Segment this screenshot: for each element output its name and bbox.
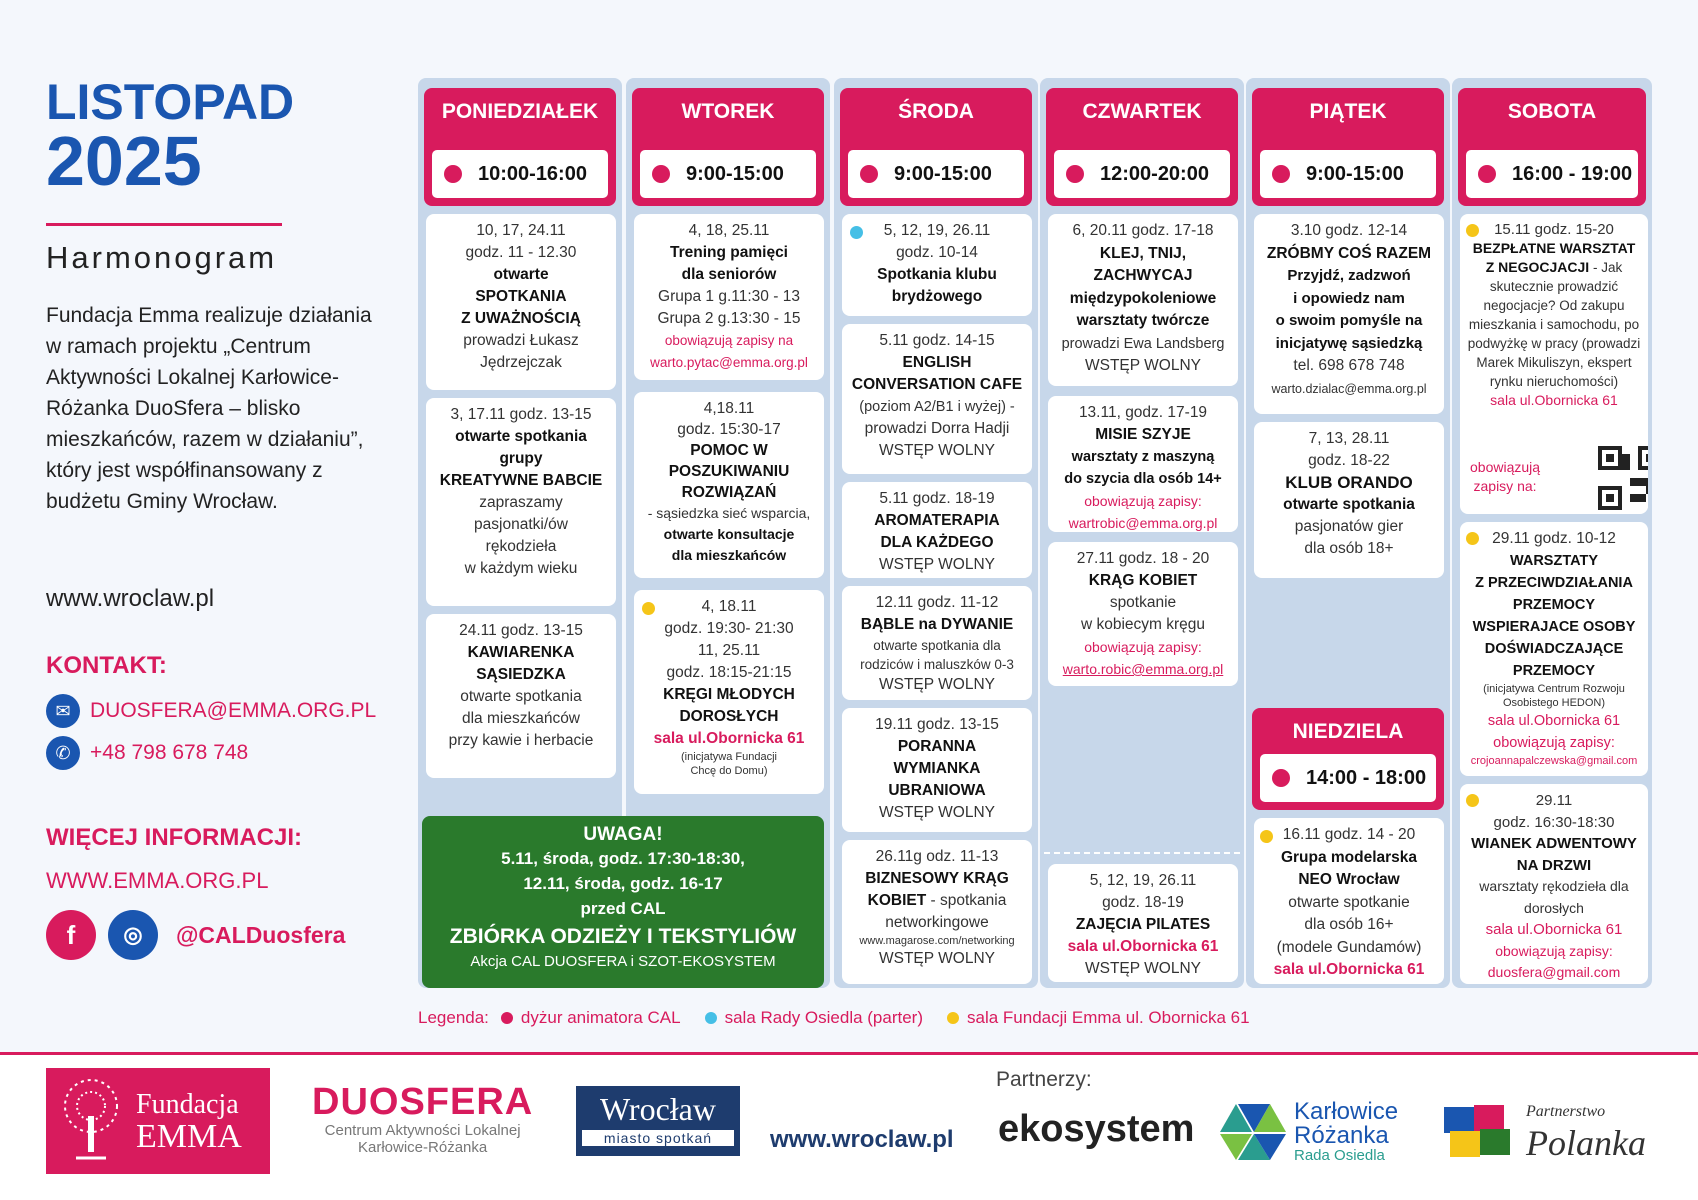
facebook-icon[interactable]: f <box>46 910 96 960</box>
pink-dot-icon <box>652 165 670 183</box>
contact-email-row[interactable] <box>46 694 376 728</box>
day-name: CZWARTEK <box>1082 100 1202 123</box>
legend-label: Legenda: <box>418 1008 489 1027</box>
day-hours: 9:00-15:00 <box>640 150 816 198</box>
envelope-icon: ✉ <box>46 694 80 728</box>
day-hours: 12:00-20:00 <box>1054 150 1230 198</box>
event-card: 6, 20.11 godz. 17-18 KLEJ, TNIJ, ZACHWYCAJ międzypokoleniowe warsztaty twórcze prowadzi Ewa Landsberg WSTĘP WOLNY <box>1048 214 1238 386</box>
dashed-separator <box>1044 852 1240 854</box>
duosfera-logo[interactable]: DUOSFERA Centrum Aktywności Lokalnej Karłowice-Różanka <box>312 1081 534 1156</box>
social-row <box>46 910 345 960</box>
day-header-monday <box>424 88 616 206</box>
yellow-dot-icon <box>1466 224 1479 237</box>
yellow-dot-icon <box>642 602 655 615</box>
day-name: ŚRODA <box>898 100 974 123</box>
polanka-logo[interactable]: Partnerstwo Polanka <box>1440 1100 1646 1162</box>
day-name: NIEDZIELA <box>1292 720 1404 743</box>
partners-label: Partnerzy: <box>996 1068 1092 1091</box>
tree-icon <box>56 1076 126 1166</box>
day-header-thursday <box>1046 88 1238 206</box>
pink-dot-icon <box>1066 165 1084 183</box>
legend-item: dyżur animatora CAL <box>520 1008 681 1027</box>
event-card: 19.11 godz. 13-15 PORANNA WYMIANKA UBRANIOWA WSTĘP WOLNY <box>842 708 1032 832</box>
event-card: 4, 18, 25.11 Trening pamięci dla seniorów Grupa 1 g.11:30 - 13 Grupa 2 g.13:30 - 15 obowiązują zapisy na warto.pytac@emma.org.pl <box>634 214 824 380</box>
pink-dot-icon <box>1272 165 1290 183</box>
event-card: 26.11g odz. 11-13 BIZNESOWY KRĄG KOBIET - spotkania networkingowe www.magarose.com/networking WSTĘP WOLNY <box>842 840 1032 984</box>
event-card: 15.11 godz. 15-20 BEZPŁATNE WARSZTAT Z NEGOCJACJI - Jak skutecznie prowadzić negocjacje? Od zakupu mieszkania i samochodu, po podwyżkę w pracy (prowadzi Marek Mikuliszyn, ekspert rynku nieruchomości) sala ul.Obornicka 61 obowiązują zapisy na: <box>1460 214 1648 514</box>
event-card: 12.11 godz. 11-12 BĄBLE na DYWANIE otwarte spotkania dla rodziców i maluszków 0-3 WSTĘP WOLNY <box>842 586 1032 700</box>
pink-dot-icon <box>860 165 878 183</box>
contact-phone[interactable]: +48 798 678 748 <box>90 741 249 764</box>
divider <box>46 223 282 226</box>
subtitle: Harmonogram <box>46 240 278 275</box>
phone-icon: ✆ <box>46 736 80 770</box>
cyan-dot-icon <box>705 1012 717 1024</box>
day-header-tuesday <box>632 88 824 206</box>
event-card: 10, 17, 24.11 godz. 11 - 12.30 otwarte SPOTKANIA Z UWAŻNOŚCIĄ prowadzi Łukasz Jędrzejczak <box>426 214 616 390</box>
pink-dot-icon <box>501 1012 513 1024</box>
day-name: SOBOTA <box>1507 100 1597 123</box>
legend-item: sala Rady Osiedla (parter) <box>724 1008 924 1027</box>
intro-text: Fundacja Emma realizuje działania w ramach projektu „Centrum Aktywności Lokalnej Karłowice-Różanka DuoSfera – blisko mieszkańców, razem w działaniu”, który jest współfinansowany z budżetu Gminy Wrocław. <box>46 304 372 513</box>
day-header-friday <box>1252 88 1444 206</box>
karlowice-rozanka-logo[interactable]: Karłowice Różanka Rada Osiedla <box>1220 1100 1398 1164</box>
cyan-dot-icon <box>850 226 863 239</box>
day-hours: 16:00 - 19:00 <box>1466 150 1638 198</box>
yellow-dot-icon <box>1260 830 1273 843</box>
contact-heading: KONTAKT: <box>46 652 167 679</box>
event-card: 29.11 godz. 10-12 WARSZTATY Z PRZECIWDZIAŁANIA PRZEMOCY WSPIERAJACE OSOBY DOŚWIADCZAJĄCE PRZEMOCY (inicjatywa Centrum Rozwoju Osobistego HEDON) sala ul.Obornicka 61 obowiązują zapisy: crojoannapalczewska@gmail.com <box>1460 522 1648 776</box>
day-hours: 9:00-15:00 <box>1260 150 1436 198</box>
instagram-icon[interactable]: ◎ <box>108 910 158 960</box>
legend-item: sala Fundacji Emma ul. Obornicka 61 <box>967 1008 1250 1027</box>
event-card: 3.10 godz. 12-14 ZRÓBMY COŚ RAZEM Przyjdź, zadzwoń i opowiedz nam o swoim pomyśle na inicjatywę sąsiedzką tel. 698 678 748 warto.dzialac@emma.org.pl <box>1254 214 1444 414</box>
more-info-heading: WIĘCEJ INFORMACJI: <box>46 824 303 851</box>
wroclaw-website[interactable]: www.wroclaw.pl <box>770 1126 954 1153</box>
event-card: 24.11 godz. 13-15 KAWIARENKA SĄSIEDZKA otwarte spotkania dla mieszkańców przy kawie i herbacie <box>426 614 616 778</box>
fundacja-emma-logo[interactable]: Fundacja EMMA <box>46 1068 270 1174</box>
day-hours: 10:00-16:00 <box>432 150 608 198</box>
event-card: 29.11 godz. 16:30-18:30 WIANEK ADWENTOWY NA DRZWI warsztaty rękodzieła dla dorosłych sala ul.Obornicka 61 obowiązują zapisy: duosfera@gmail.com <box>1460 784 1648 984</box>
contact-phone-row[interactable] <box>46 736 248 770</box>
yellow-dot-icon <box>947 1012 959 1024</box>
social-handle[interactable]: @CALDuosfera <box>176 921 346 948</box>
qr-code-icon[interactable] <box>1598 446 1648 510</box>
event-card: 5, 12, 19, 26.11 godz. 18-19 ZAJĘCIA PILATES sala ul.Obornicka 61 WSTĘP WOLNY <box>1048 864 1238 982</box>
pink-dot-icon <box>444 165 462 183</box>
legend <box>418 1008 1250 1028</box>
day-header-wednesday <box>840 88 1032 206</box>
wroclaw-logo[interactable]: Wrocław miasto spotkań <box>576 1086 740 1156</box>
day-header-sunday <box>1252 708 1444 810</box>
event-card: 4, 18.11 godz. 19:30- 21:30 11, 25.11 godz. 18:15-21:15 KRĘGI MŁODYCH DOROSŁYCH sala ul.Obornicka 61 (inicjatywa Fundacji Chcę do Domu) <box>634 590 824 794</box>
pink-dot-icon <box>1272 769 1290 787</box>
month-title: LISTOPAD <box>46 74 295 130</box>
emma-website-link[interactable]: WWW.EMMA.ORG.PL <box>46 868 269 893</box>
day-name: PONIEDZIAŁEK <box>441 100 599 123</box>
event-card: 5.11 godz. 18-19 AROMATERAPIA DLA KAŻDEGO WSTĘP WOLNY <box>842 482 1032 578</box>
event-card: 16.11 godz. 14 - 20 Grupa modelarska NEO Wrocław otwarte spotkanie dla osób 16+ (modele Gundamów) sala ul.Obornicka 61 <box>1254 818 1444 984</box>
day-name: WTOREK <box>681 100 775 123</box>
event-card: 4,18.11 godz. 15:30-17 POMOC W POSZUKIWANIU ROZWIĄZAŃ - sąsiedzka sieć wsparcia, otwarte konsultacje dla mieszkańców <box>634 392 824 578</box>
event-card: 5.11 godz. 14-15 ENGLISH CONVERSATION CAFE (poziom A2/B1 i wyżej) - prowadzi Dorra Hadji WSTĘP WOLNY <box>842 324 1032 474</box>
yellow-dot-icon <box>1466 532 1479 545</box>
yellow-dot-icon <box>1466 794 1479 807</box>
contact-email[interactable]: DUOSFERA@EMMA.ORG.PL <box>90 699 377 722</box>
day-hours: 9:00-15:00 <box>848 150 1024 198</box>
day-header-saturday <box>1458 88 1646 206</box>
event-card: 3, 17.11 godz. 13-15 otwarte spotkania grupy KREATYWNE BABCIE zapraszamy pasjonatki/ów rękodzieła w każdym wieku <box>426 398 616 606</box>
day-name: PIĄTEK <box>1309 100 1387 123</box>
website-link[interactable]: www.wroclaw.pl <box>46 585 215 612</box>
triangles-icon <box>1220 1102 1286 1162</box>
day-hours: 14:00 - 18:00 <box>1260 754 1436 802</box>
notice-box: UWAGA! 5.11, środa, godz. 17:30-18:30, 12.11, środa, godz. 16-17 przed CAL ZBIÓRKA ODZIEŻY I TEKSTYLIÓW Akcja CAL DUOSFERA i SZOT-EKOSYSTEM <box>422 816 824 988</box>
puzzle-icon <box>1440 1101 1520 1161</box>
event-card: 7, 13, 28.11 godz. 18-22 KLUB ORANDO otwarte spotkania pasjonatów gier dla osób 18+ <box>1254 422 1444 578</box>
event-card: 13.11, godz. 17-19 MISIE SZYJE warsztaty z maszyną do szycia dla osób 14+ obowiązują zapisy: wartrobic@emma.org.pl <box>1048 396 1238 532</box>
ekosystem-logo[interactable]: ekosystem <box>998 1108 1195 1150</box>
year-title: 2025 <box>46 122 202 200</box>
pink-dot-icon <box>1478 165 1496 183</box>
event-card: 5, 12, 19, 26.11 godz. 10-14 Spotkania klubu brydżowego <box>842 214 1032 316</box>
event-card: 27.11 godz. 18 - 20 KRĄG KOBIET spotkanie w kobiecym kręgu obowiązują zapisy: warto.robic@emma.org.pl <box>1048 542 1238 686</box>
